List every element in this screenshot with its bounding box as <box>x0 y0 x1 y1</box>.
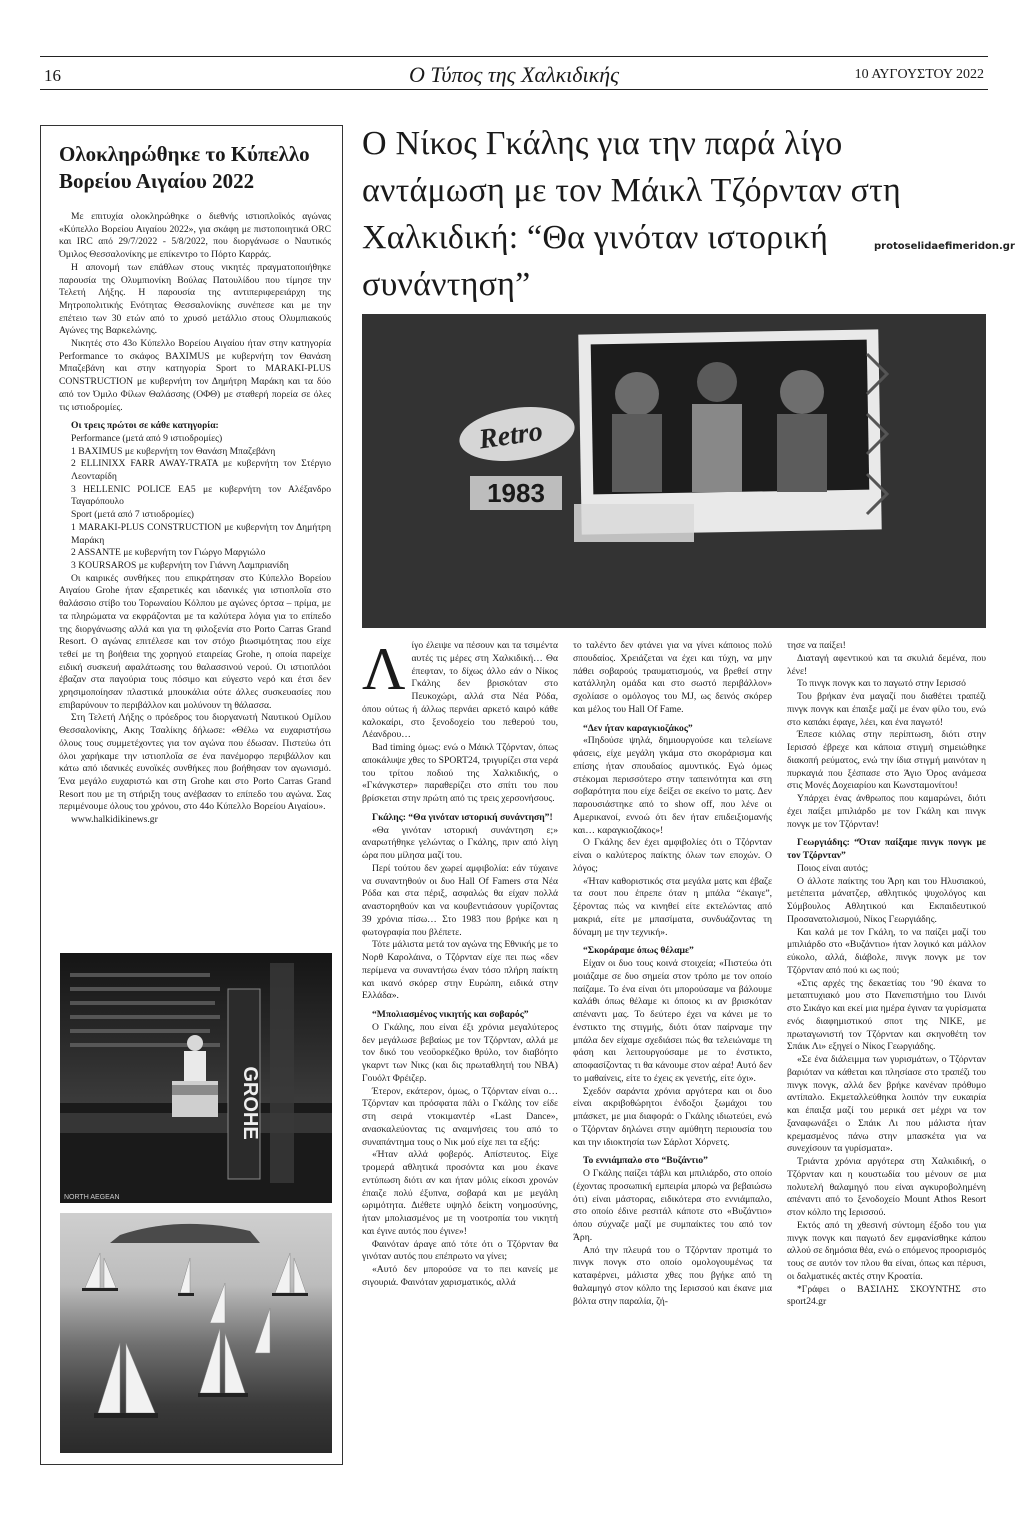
paragraph: Διαταγή αφεντικού και τα σκυλιά δεμένα, που λένε! <box>787 652 986 677</box>
paragraph: Του βρήκαν ένα μαγαζί που διαθέτει τραπέζι πινγκ πονγκ και έπαιξε μαζί με έναν φίλο του, ενώ στο καπάκι έφαγε, λέει, και ένα παγωτό! <box>787 691 986 728</box>
paragraph: Ο άλλοτε παίκτης του Άρη και του Ηλυσιακού, μετέπειτα μάνατζερ, αθλητικός ψυχολόγος και Σύμβουλος Αθλητικού και Εκπαιδευτικού Προσανατολισμού, Νίκος Γεωργιάδης. <box>787 875 986 925</box>
subheading: “Σκοράραμε όπως θέλαμε” <box>583 945 694 957</box>
drop-cap: Λ <box>362 636 406 702</box>
grohe-banner-text: GROHE <box>239 1066 261 1140</box>
paragraph: Ο Γκάλης παίζει τάβλι και μπιλιάρδο, στο οποίο (έχοντας προσωπική εμπειρία μπορώ να βεβαιώσω ότι) είναι μάστορας, ειδικότερα στο εννιάμπαλο, στο οποίο έδινε ρεσιτάλ κάποτε στο «Βυζάντιο» όπου σύχναζε μαζί με συμπαίκτες του από τον Άρη. <box>573 1168 772 1243</box>
sidebar-paragraph: Με επιτυχία ολοκληρώθηκε ο διεθνής ιστιοπλοϊκός αγώνας «Κύπελλο Βορείου Αιγαίου 2022», για σκάφη με πιστοποιητικά ORC και IRC από 29/7/2022 - 5/8/2022, που διοργάνωσε ο Ναυτικός Όμιλος Θεσσαλονίκης με επίκεντρο το Πόρτο Καρράς. <box>59 211 331 261</box>
subheading: “Δεν ήταν καραγκιοζάκος” <box>583 722 693 734</box>
paragraph: Έτερον, εκάτερον, όμως, ο Τζόρνταν είναι ο… Τζόρνταν και πρόσφατα πάλι ο Γκάλης τον είδε στη σειρά ντοκιμαντέρ «Last Dance», ανασκαλεύοντας τις αναμνήσεις του από το συναπάντημα τους ο Νικ μού είχε πει τα εξής: <box>362 1085 558 1148</box>
paragraph: Έπεσε κιόλας στην περίπτωση, διότι στην Ιερισσό έβρεχε και κάποια στιγμή σημειώθηκε διακοπή ρεύματος, ενώ την ίδια στιγμή μαινόταν η πυρκαγιά που ξέσπασε στο Άγιο Όρος ανάμεσα στις Μονές Δοχειαρίου και Κωνσταμονίτου! <box>787 729 986 792</box>
sailing-photo <box>60 1213 332 1453</box>
result-line: 3 KOURSAROS με κυβερνήτη τον Γιάννη Λαμπριανίδη <box>71 559 289 571</box>
year-badge: 1983 <box>487 478 545 508</box>
photo-caption: NORTH AEGEAN <box>64 1194 120 1201</box>
results-title: Οι τρεις πρώτοι σε κάθε κατηγορία: <box>71 420 219 432</box>
header-rule-top <box>40 56 988 57</box>
ceremony-photo <box>60 953 332 1203</box>
result-line: 1 MARAKI-PLUS CONSTRUCTION με κυβερνήτη τον Δημήτρη Μαράκη <box>71 521 331 546</box>
paragraph: «Αυτό δεν μπορούσε να το πει κανείς με σιγουριά. Φαινόταν χαρισματικός, αλλά <box>362 1264 558 1288</box>
watermark: protoselidaefimeridon.gr <box>874 241 1015 252</box>
author-credit: *Γράφει ο ΒΑΣΙΛΗΣ ΣΚΟΥΝΤΗΣ στο sport24.gr <box>787 1283 986 1308</box>
paragraph: Ποιος είναι αυτός; <box>797 862 869 874</box>
paragraph: «Πηδούσε ψηλά, δημιουργούσε και τελείωνε φάσεις, είχε μεγάλη γκάμα στο σκοράρισμα και επίσης ήταν σπουδαίος αμυντικός. Εγώ όμως στέκομαι περισσότερο στην ταπεινότητα και στη σοβαρότητα που είχε δείξει σε εκείνο το ματς. Δεν παρουσιάστηκε από το show off, που λένε οι Αμερικανοί, εννοώ ότι δεν ήταν επιδειξιομανής και… καραγκιοζάκος»! <box>573 735 772 836</box>
article-column-1 <box>362 636 558 1290</box>
paragraph: Και καλά με τον Γκάλη, το να παίζει μαζί του μπιλιάρδο στο «Βυζάντιο» ήταν λογικό και μάλλον εύκολο, αλλά, διάβολε, πινγκ πονγκ με τον Τζόρνταν από πού κι ως πού; <box>787 926 986 976</box>
page-number: 16 <box>44 66 61 85</box>
paragraph: Ο Γκάλης, που είναι έξι χρόνια μεγαλύτερος δεν μεγάλωσε βεβαίως με τον Τζόρνταν, αλλά με τον δικό του νεοϋορκέζικο θρύλο, τον διαβόητο γκαρντ των Νικς (και δις πρωταθλητή του NBA) Γουόλτ Φρέιζερ. <box>362 1021 558 1084</box>
paragraph: τησε να παίξει! <box>787 640 846 651</box>
paragraph: Bad timing όμως: ενώ ο Μάικλ Τζόρνταν, όπως αποκάλυψε χθες το SPORT24, τριγυρίζει στα νερά του τρίτου ποδιού της Χαλκιδικής, ο «Γκάνγκστερ» παραθερίζει στο σπίτι του που βρίσκεται στην πρώτη από τις τρεις χερσονήσους. <box>362 742 558 804</box>
subheading: Γκάλης: “Θα γινόταν ιστορική συνάντηση”! <box>372 811 553 823</box>
result-line: 2 ELLINIXX FARR AWAY-TRATA με κυβερνήτη τον Στέργιο Λεονταρίδη <box>71 458 331 483</box>
paragraph: Περί τούτου δεν χωρεί αμφιβολία: εάν τύχαινε να συναντηθούν οι δυο Hall Of Famers στα Νέα Ρόδα και στα πέριξ, ασφαλώς θα είχαν πολλά αναστορηθούν και να κουβεντιάσουν γυρίζοντας 39 χρόνια πίσω… Στο 1983 που βρήκε και η φωτογραφία που βλέπετε. <box>362 862 558 938</box>
result-line: 1 BAXIMUS με κυβερνήτη τον Θανάση Μπαζεβάνη <box>71 445 276 457</box>
sidebar-paragraph: Στη Τελετή Λήξης ο πρόεδρος του διοργανωτή Ναυτικού Ομίλου Θεσσαλονίκης, Ακης Τσαλίκης δήλωσε: «Θέλω να ευχαριστήσω όλους τους συμμετέχοντες για τον αγώνα που έδωσαν. Πιστεύω ότι όλοι χαρήκαμε την ιστιοπλοΐα σε ένα πανέμορφο περιβάλλον και κάτω από ιδανικές ευνοϊκές συνθήκες που βοήθησαν τον αγωνισμό. Ένα μεγάλο ευχαριστώ και στη Grohe και στο Porto Carras Grand Resort που με τη στήριξη τους ανέβασαν το επίπεδο του αγώνα. Σας περιμένουμε όλους του χρόνου, στο 44ο Κύπελλο Βορείου Αιγαίου». <box>59 712 331 813</box>
sidebar-paragraph: Η απονομή των επάθλων στους νικητές πραγματοποιήθηκε παρουσία της Ολυμπιονίκη Βούλας Πατουλίδου που τίμησε την Τελετή Λήξης. Η παρουσία της αντιπεριφερειάρχη της Μητροπολιτικής Ενότητας Θεσσαλονίκης συνέπεσε και με την επέτειο των 30 ετών από το χρυσό μετάλλιο στους Ολυμπιακούς Αγώνες της Βαρκελώνης. <box>59 261 331 337</box>
paragraph: «Ήταν καθοριστικός στα μεγάλα ματς και έβαζε τα σουτ που έπρεπε όταν η μπάλα “έκαιγε”, ξέροντας πώς να κινηθεί είτε εκτελώντας από μακριά, είτε με μπασίματα, συνδυάζοντας τη δύναμη με την τεχνική». <box>573 875 772 938</box>
result-line: 3 HELLENIC POLICE EA5 με κυβερνήτη τον Αλέξανδρο Ταγαρόπουλο <box>71 483 331 508</box>
article-title: Ο Νίκος Γκάλης για την παρά λίγο αντάμωση με τον Μάικλ Τζόρνταν στη Χαλκιδική: “Θα γινόταν ιστορική συνάντηση” <box>362 125 901 303</box>
result-line: 2 ASSANTE με κυβερνήτη τον Γιώργο Μαργιώλο <box>71 547 266 559</box>
sidebar-title: Ολοκληρώθηκε το Κύπελλο Βορείου Αιγαίου 2022 <box>59 142 310 193</box>
subheading: Γεωργιάδης: “Όταν παίξαμε πινγκ πονγκ με τον Τζόρνταν” <box>787 837 986 861</box>
paragraph: Υπάρχει ένας άνθρωπος που καμαρώνει, διότι έχει παίξει μπιλιάρδο με τον Γκάλη και πινγκ πονγκ με τον Τζόρνταν! <box>787 793 986 830</box>
sidebar-paragraph: Οι καιρικές συνθήκες που επικράτησαν στο Κύπελλο Βορείου Αιγαίου Grohe ήταν εξαιρετικές και ιδανικές για ιστιοπλοΐα στο θαλάσσιο στίβο του Τορωναίου Κόλπου με αγώνες όρτσα – πρίμα, με τα πληρώματα να εκφράζονται με τα καλύτερα λόγια για το επίπεδο της διοργάνωσης αλλά και για τη φιλοξενία στο Porto Carras Grand Resort. Ο αγώνας επιτέλεσε και τον στόχο βιωσιμότητας που είχε τεθεί με τη βοήθεια της χορηγού εταιρείας Grohe, η οποία παρείχε ειδική συσκευή αφαλάτωσης του θαλασσινού νερού. Οι ιστιοπλόοι έβαζαν στα παγούρια τους πόσιμο και εύγεστο νερό και έτσι δεν χρησιμοποίησαν πλαστικά μπουκάλια ούτε άλλες συσκευασίες που επιβαρύνουν το περιβάλλον και μολύνουν τη θάλασσα. <box>59 572 331 711</box>
sidebar-text <box>59 211 331 827</box>
article-column-3 <box>787 640 986 1309</box>
ceremony-photo-art <box>60 953 332 1203</box>
issue-date: 10 ΑΥΓΟΥΣΤΟΥ 2022 <box>854 67 984 82</box>
sailing-photo-art <box>60 1213 332 1453</box>
paragraph: «Σε ένα διάλειμμα των γυρισμάτων, ο Τζόρνταν βαριόταν να κάθεται και πλησίασε στο τραπέζι του πινγκ πονγκ, αλλά δεν βρήκε κανέναν πρόθυμο αντίπαλο. Εκμεταλλεύθηκα λοιπόν την ευκαιρία και έπαιξα μαζί του μερικά σετ μέχρι να τον ξαναφωνάξει ο Σπάικ Λι που μάλιστα ήταν κρεμασμένος πάνω στην μπασκέτα για να συνεχίσουν τα γυρίσματα». <box>787 1054 986 1155</box>
paragraph: Φαινόταν άραγε από τότε ότι ο Τζόρνταν θα γινόταν αυτός που επέπρωτο να γίνει; <box>362 1238 558 1263</box>
article-column-2 <box>573 640 772 1308</box>
hero-photo <box>362 314 986 628</box>
masthead: Ο Τύπος της Χαλκιδικής <box>408 62 620 87</box>
paragraph: το ταλέντο δεν φτάνει για να γίνει κάποιος πολύ σπουδαίος. Χρειάζεται να έχει και τύχη, να μην πάθει σοβαρούς τραυματισμούς, να βρεθεί στην κατάλληλη ομάδα και στο σωστό περιβάλλον» σχολίασε ο ομόλογος του MJ, ως δεινός σκόρερ και μέλος του Hall Of Fame. <box>573 640 772 715</box>
hero-photo-art <box>362 314 986 628</box>
source-url: www.halkidikinews.gr <box>71 814 158 826</box>
paragraph: Ο Γκάλης δεν έχει αμφιβολίες ότι ο Τζόρνταν είναι ο καλύτερος παίκτης όλων των εποχών. Ο λόγος; <box>573 837 772 874</box>
lead-paragraph: ίγο έλειψε να πέσουν και τα τσιμέντα αυτές τις μέρες στη Χαλκιδική… Θα έπεφταν, το δίχως άλλο εάν ο Νίκος Γκάλης δεν βρισκόταν στο Πευκοχώρι, αλλά στα Νέα Ρόδα, όπου ούτως ή άλλως περνάει αρκετό καιρό κάθε καλοκαίρι, στο ξενοδοχείο του πεθερού του, Λέανδρου… <box>362 640 558 741</box>
paragraph: Σχεδόν σαράντα χρόνια αργότερα και οι δυο είναι ακριβοθώρητοι ένδοξοι ξωμάχοι του μπάσκετ, με μια διαφορά: ο Γκάλης ιδιωτεύει, ενώ ο Τζόρνταν δηλώνει στην αμύθητη περιουσία του και την ιδιοκτησία των Σάρλοτ Χόρνετς. <box>573 1085 772 1148</box>
paragraph: Από την πλευρά του ο Τζόρνταν προτιμά το πινγκ πονγκ στο οποίο ομολογουμένως τα καταφέρνει, μάλιστα χθες που βγήκε από τη θαλαμηγό στον κόλπο της Ιερισσού και έκανε μια βόλτα στην παραλία, ζή- <box>573 1244 772 1307</box>
paragraph: Το πινγκ πονγκ και το παγωτό στην Ιερισσό <box>797 678 966 690</box>
paragraph: Τότε μάλιστα μετά τον αγώνα της Εθνικής με το Νορθ Καρολάινα, ο Τζόρνταν είχε πει πως «δεν περίμενα να συναντήσω έναν τόσο πλήρη παίκτη και ικανό σκόρερ στην Ευρώπη, ειδικά στην Ελλάδα». <box>362 939 558 1002</box>
paragraph: «Ήταν αλλά φοβερός. Απίστευτος. Είχε τρομερά αθλητικά προσόντα και μου έκανε εντύπωση διότι αν και ήταν μόλις είκοσι χρονών έπαιζε πολύ έξυπνα, σοβαρά και με μεγάλη ωριμότητα. Διέθετε υψηλό δείκτη νοημοσύνης, ήταν μπολιασμένος με τη νοοτροπία του νικητή και έγινε αυτός που έγινε»! <box>362 1149 558 1237</box>
subheading: “Μπολιασμένος νικητής και σοβαρός” <box>372 1009 529 1020</box>
sidebar-paragraph: Νικητές στο 43ο Κύπελλο Βορείου Αιγαίου ήταν στην κατηγορία Performance το σκάφος BAXIMUS με κυβερνήτη τον Θανάση Μπαζεβάνη και στην κατηγορία Sport το MARAKI-PLUS CONSTRUCTION με κυβερνήτη τον Δημήτρη Μαράκη και τα δύο από τον Όμιλο Φίλων Θαλάσσης (ΟΦΘ) με σταθερή πορεία σε όλες τις ιστιοδρομίες. <box>59 338 331 413</box>
subheading: Το εννιάμπαλο στο “Βυζάντιο” <box>583 1155 708 1167</box>
header-rule-bottom <box>40 89 988 90</box>
paragraph: Εκτός από τη χθεσινή σύντομη έξοδο του για πινγκ πονγκ και παγωτό δεν εμφανίσθηκε κάπου αλλού σε δημόσια θέα, ενώ ο επόμενος προορισμός τους σε αυτόν τον πλου θα είναι, όπως και πέρυσι, οι δαλματικές ακτές στην Κροατία. <box>787 1219 986 1282</box>
paragraph: «Θα γινόταν ιστορική συνάντηση ε;» αναρωτήθηκε γελώντας ο Γκάλης, πριν από λίγη ώρα που μίλησα μαζί του. <box>362 824 558 861</box>
paragraph: Τριάντα χρόνια αργότερα στη Χαλκιδική, ο Τζόρνταν και η κουστωδία του μένουν σε μια πολυτελή θαλαμηγό που είναι αγκυροβολημένη απέναντι από το ξενοδοχείο Mount Athos Resort στον κόλπο της Ιερισσού. <box>787 1156 986 1218</box>
paragraph: Είχαν οι δυο τους κοινά στοιχεία; «Πιστεύω ότι μοιάζαμε σε δυο σημεία στον τρόπο με τον οποίο παίζαμε. Το ένα είναι ότι μπορούσαμε να βάλουμε καλάθι όπως θέλαμε κι όποιος κι αν βρισκόταν απέναντι μας. Το δεύτερο έχει να κάνει με το ένστικτο της στιγμής, διότι όταν παίρναμε την μπάλα δεν είχαμε σχεδιάσει πώς θα τελειώναμε τη φάση και λειτουργούσαμε με το ένστικτο, αποφασίζοντας τι θα κάνουμε στον αέρα! Αυτό δεν το μαθαίνεις, είτε το έχεις εκ γενετής, είτε όχι». <box>573 958 772 1084</box>
paragraph: «Στις αρχές της δεκαετίας του ’90 έκανα το μεταπτυχιακό μου στο Πανεπιστήμιο του Ιλινόι στο Σικάγο και εκεί μια ημέρα έγιναν τα γυρίσματα ενός διαφημιστικού σποτ της NIKE, με πρωταγωνιστή τον Τζόρνταν και σκηνοθέτη τον Σπάικ Λι» εξηγεί ο Νίκος Γεωργιάδης. <box>787 977 986 1053</box>
retro-badge: Retro <box>477 415 545 456</box>
result-line: Performance (μετά από 9 ιστιοδρομίες) <box>71 432 223 444</box>
result-line: Sport (μετά από 7 ιστιοδρομίες) <box>71 509 194 521</box>
